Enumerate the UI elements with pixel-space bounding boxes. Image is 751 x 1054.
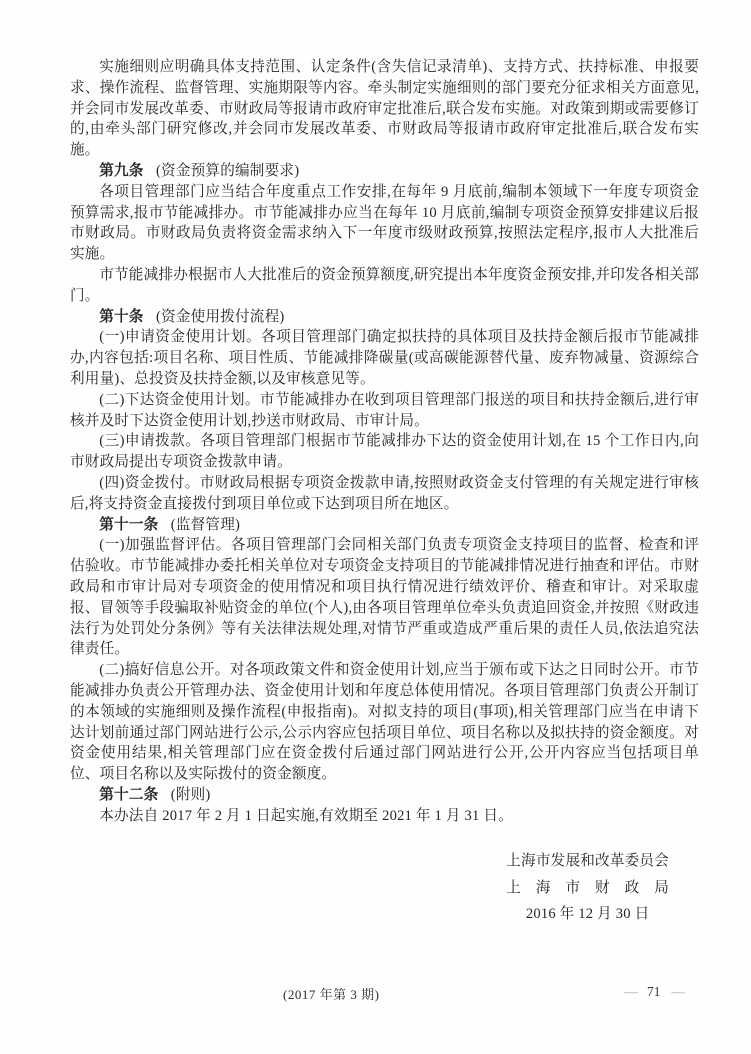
paragraph-effective-date: 本办法自 2017 年 2 月 1 日起实施,有效期至 2021 年 1 月 31 日。 (99, 807, 513, 824)
signature-block (506, 848, 669, 928)
paragraph-item-2-issue-plan: (二)下达资金使用计划。市节能减排办在收到项目管理部门报送的项目和扶持金额后,进行审核并及时下达资金使用计划,抄送市财政局、市审计局。 (70, 391, 699, 429)
article-number: 第十条 (99, 308, 144, 325)
article-number: 第九条 (99, 162, 144, 179)
page-number-dash-right: — (671, 984, 685, 999)
paragraph-item-1-supervision: (一)加强监督评估。各项目管理部门会同相关部门负责专项资金支持项目的监督、检查和评估验收。市节能减排办委托相关单位对专项资金支持项目的节能减排情况进行抽查和评估。市财政局和市审计局对专项资金的使用情况和项目执行情况进行绩效评价、稽查和审计。对采取虚报、冒领等手段骗取补贴资金的单位(个人),由各项目管理单位牵头负责追回资金,并按照《财政违法行为处罚处分条例》等有关法律法规处理,对情节严重或造成严重后果的责任人员,依法追究法律责任。 (70, 537, 699, 658)
signature-org-finance: 上 海 市 财 政 局 (506, 879, 669, 896)
document-body (70, 57, 699, 928)
article-title: (资金预算的编制要求) (155, 162, 300, 179)
page-number-dash-left: — (624, 984, 638, 999)
paragraph-item-4-fund-payment: (四)资金拨付。市财政局根据专项资金拨款申请,按照财政资金支付管理的有关规定进行审核后,将支持资金直接拨付到项目单位或下达到项目所在地区。 (70, 474, 699, 512)
signature-date: 2016 年 12 月 30 日 (525, 906, 650, 923)
article-heading-12 (70, 785, 699, 806)
paragraph-implementation-rules: 实施细则应明确具体支持范围、认定条件(含失信记录清单)、支持方式、扶持标准、申报要求、操作流程、监督管理、实施期限等内容。牵头制定实施细则的部门要充分征求相关方面意见,并会同市发展改革委、市财政局等报请市政府审定批准后,联合发布实施。对政策到期或需要修订的,由牵头部门研究修改,并会同市发展改革委、市财政局等报请市政府审定批准后,联合发布实施。 (70, 59, 699, 159)
paragraph-budget-preparation: 各项目管理部门应当结合年度重点工作安排,在每年 9 月底前,编制本领域下一年度专项资金预算需求,报市节能减排办。市节能减排办应当在每年 10 月底前,编制专项资金预算安排建议后报市财政局。市财政局负责将资金需求纳入下一年度市级财政预算,按照法定程序,报市人大批准后实施。 (70, 183, 699, 263)
paragraph-item-1-apply-plan: (一)申请资金使用计划。各项目管理部门确定拟扶持的具体项目及扶持金额后报市节能减排办,内容包括:项目名称、项目性质、节能减排降碳量(或高碳能源替代量、废弃物减量、资源综合利用量)、总投资及扶持金额,以及审核意见等。 (70, 329, 699, 387)
article-heading-11 (70, 515, 699, 536)
article-heading-9 (70, 161, 699, 182)
article-title: (资金使用拨付流程) (155, 308, 285, 325)
paragraph-item-2-disclosure: (二)搞好信息公开。对各项政策文件和资金使用计划,应当于颁布或下达之日同时公开。市节能减排办负责公开管理办法、资金使用计划和年度总体使用情况。各项目管理部门负责公开制订的本领域的实施细则及操作流程(申报指南)。对拟支持的项目(事项),相关管理部门应当在申请下达计划前通过部门网站进行公示,公示内容应包括项目单位、项目名称以及拟扶持的资金额度。对资金使用结果,相关管理部门应在资金拨付后通过部门网站进行公开,公开内容应当包括项目单位、项目名称以及实际拨付的资金额度。 (70, 662, 699, 783)
footer-issue-label: (2017 年第 3 期) (283, 987, 380, 1002)
paragraph-item-3-apply-funds: (三)申请拨款。各项目管理部门根据市节能减排办下达的资金使用计划,在 15 个工作日内,向市财政局提出专项资金拨款申请。 (70, 433, 699, 471)
article-number: 第十一条 (99, 516, 159, 533)
article-title: (监督管理) (170, 516, 241, 533)
page-number-value: 71 (647, 984, 661, 999)
footer-page-number (625, 984, 686, 1000)
paragraph-budget-allocation: 市节能减排办根据市人大批准后的资金预算额度,研究提出本年度资金预安排,并印发各相关部门。 (70, 266, 699, 304)
signature-org-ndrc: 上海市发展和改革委员会 (506, 853, 669, 870)
article-title: (附则) (170, 786, 211, 803)
article-heading-10 (70, 307, 699, 328)
article-number: 第十二条 (99, 786, 159, 803)
